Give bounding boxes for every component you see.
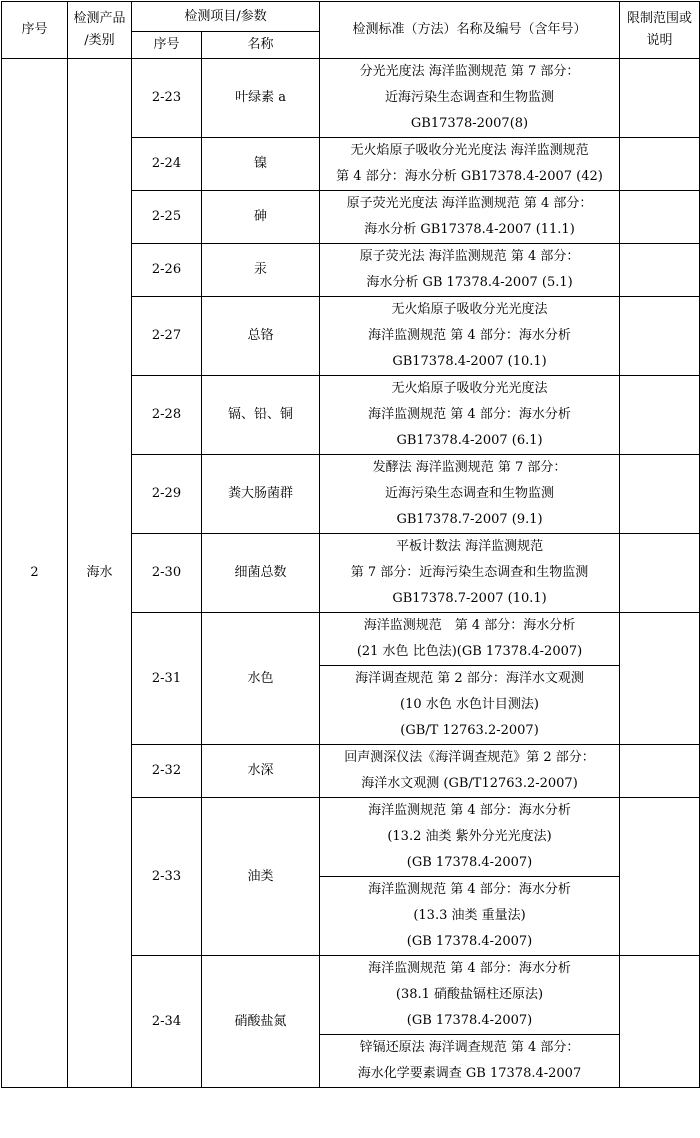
standard-line: 海洋监测规范 第 4 部分：海水分析	[368, 882, 571, 897]
item-code: 2-33	[132, 798, 202, 956]
item-name: 细菌总数	[202, 534, 320, 613]
standard-cell	[320, 745, 620, 798]
standard-line: 近海污染生态调查和生物监测	[385, 486, 555, 501]
standard-cell	[320, 613, 620, 666]
item-code: 2-34	[132, 956, 202, 1088]
item-name: 水深	[202, 745, 320, 798]
limit-cell	[620, 297, 700, 376]
limit-cell	[620, 376, 700, 455]
standard-line: 海洋调查规范 第 2 部分：海洋水文观测	[355, 671, 584, 686]
standard-line: 第 4 部分：海水分析 GB17378.4-2007 (42)	[336, 169, 603, 184]
standard-line: (38.1 硝酸盐镉柱还原法)	[395, 987, 544, 1002]
item-name: 硝酸盐氮	[202, 956, 320, 1088]
limit-cell	[620, 138, 700, 191]
standard-line: (GB/T 12763.2-2007)	[400, 723, 539, 738]
standard-line: 海洋监测规范 第 4 部分：海水分析	[368, 803, 571, 818]
limit-cell	[620, 244, 700, 297]
standard-line: 原子荧光法 海洋监测规范 第 4 部分：	[359, 249, 580, 264]
standard-line: 海洋监测规范 第 4 部分：海水分析	[368, 407, 571, 422]
table-row	[2, 59, 700, 138]
item-code: 2-23	[132, 59, 202, 138]
standard-line: 海洋监测规范 第 4 部分：海水分析	[363, 618, 576, 633]
standard-cell	[320, 666, 620, 745]
standard-cell	[320, 376, 620, 455]
item-code: 2-32	[132, 745, 202, 798]
standard-line: 海洋水文观测 (GB/T12763.2-2007)	[361, 776, 578, 791]
standard-cell	[320, 297, 620, 376]
standard-line: 原子荧光光度法 海洋监测规范 第 4 部分：	[346, 196, 593, 211]
item-name: 水色	[202, 613, 320, 745]
item-code: 2-25	[132, 191, 202, 244]
standard-line: (10 水色 水色计目测法)	[400, 697, 539, 712]
header-standard: 检测标准（方法）名称及编号（含年号）	[320, 2, 620, 59]
table-body	[2, 59, 700, 1088]
standard-line: GB17378.7-2007 (9.1)	[396, 512, 543, 527]
item-name: 镍	[202, 138, 320, 191]
standard-line: (21 水色 比色法)(GB 17378.4-2007)	[356, 644, 583, 659]
standard-cell	[320, 956, 620, 1035]
standard-line: 第 7 部分：近海污染生态调查和生物监测	[350, 565, 589, 580]
header-seq: 序号	[2, 2, 68, 59]
limit-cell	[620, 798, 700, 956]
item-name: 总铬	[202, 297, 320, 376]
item-name: 油类	[202, 798, 320, 956]
header-limit	[620, 2, 700, 59]
standard-line: 无火焰原子吸收分光光度法	[391, 381, 548, 396]
standard-line: (GB 17378.4-2007)	[406, 1013, 533, 1028]
standard-cell	[320, 534, 620, 613]
standard-line: 近海污染生态调查和生物监测	[385, 90, 555, 105]
item-code: 2-27	[132, 297, 202, 376]
standard-line: GB17378-2007(8)	[410, 116, 529, 131]
limit-cell	[620, 613, 700, 745]
standard-line: GB17378.4-2007 (6.1)	[396, 433, 543, 448]
standard-cell	[320, 138, 620, 191]
standard-line: 海水分析 GB17378.4-2007 (11.1)	[364, 222, 575, 237]
item-code: 2-28	[132, 376, 202, 455]
standard-cell	[320, 191, 620, 244]
limit-cell	[620, 745, 700, 798]
item-code: 2-30	[132, 534, 202, 613]
limit-cell	[620, 191, 700, 244]
item-code: 2-24	[132, 138, 202, 191]
standard-line: GB17378.4-2007 (10.1)	[392, 354, 547, 369]
standard-cell	[320, 59, 620, 138]
standard-line: (GB 17378.4-2007)	[406, 934, 533, 949]
item-name: 叶绿素 a	[202, 59, 320, 138]
header-limit-line1: 限制范围或	[627, 11, 693, 26]
item-code: 2-31	[132, 613, 202, 745]
standard-line: 海洋监测规范 第 4 部分：海水分析	[368, 328, 571, 343]
standard-line: 回声测深仪法《海洋调查规范》第 2 部分：	[344, 750, 595, 765]
header-item-name: 名称	[202, 32, 320, 59]
standard-line: 海洋监测规范 第 4 部分：海水分析	[368, 961, 571, 976]
header-category	[68, 2, 132, 59]
standard-line: (13.2 油类 紫外分光光度法)	[387, 829, 552, 844]
limit-cell	[620, 956, 700, 1088]
standard-line: (13.3 油类 重量法)	[413, 908, 526, 923]
standard-line: 无火焰原子吸收分光光度法 海洋监测规范	[350, 143, 589, 158]
standard-cell	[320, 244, 620, 297]
item-name: 汞	[202, 244, 320, 297]
qualification-table	[1, 1, 700, 1088]
standard-line: GB17378.7-2007 (10.1)	[392, 591, 547, 606]
standard-line: 平板计数法 海洋监测规范	[395, 539, 544, 554]
standard-cell	[320, 1035, 620, 1088]
standard-line: 发酵法 海洋监测规范 第 7 部分：	[372, 460, 567, 475]
item-name: 镉、铅、铜	[202, 376, 320, 455]
standard-line: 海水化学要素调查 GB 17378.4-2007	[357, 1066, 582, 1081]
header-category-line2: /类别	[84, 33, 115, 48]
header-item-group: 检测项目/参数	[132, 2, 320, 32]
standard-line: 锌镉还原法 海洋调查规范 第 4 部分：	[359, 1040, 580, 1055]
group-category: 海水	[68, 59, 132, 1088]
standard-cell	[320, 455, 620, 534]
standard-line: 海水分析 GB 17378.4-2007 (5.1)	[366, 275, 573, 290]
header-category-line1: 检测产品	[73, 11, 126, 26]
item-name: 砷	[202, 191, 320, 244]
group-seq: 2	[2, 59, 68, 1088]
header-limit-line2: 说明	[646, 33, 673, 48]
standard-line: (GB 17378.4-2007)	[406, 855, 533, 870]
item-code: 2-29	[132, 455, 202, 534]
header-item-seq: 序号	[132, 32, 202, 59]
limit-cell	[620, 534, 700, 613]
item-code: 2-26	[132, 244, 202, 297]
standard-cell	[320, 877, 620, 956]
item-name: 粪大肠菌群	[202, 455, 320, 534]
standard-line: 无火焰原子吸收分光光度法	[391, 302, 548, 317]
standard-line: 分光光度法 海洋监测规范 第 7 部分：	[359, 64, 580, 79]
standard-cell	[320, 798, 620, 877]
limit-cell	[620, 59, 700, 138]
limit-cell	[620, 455, 700, 534]
